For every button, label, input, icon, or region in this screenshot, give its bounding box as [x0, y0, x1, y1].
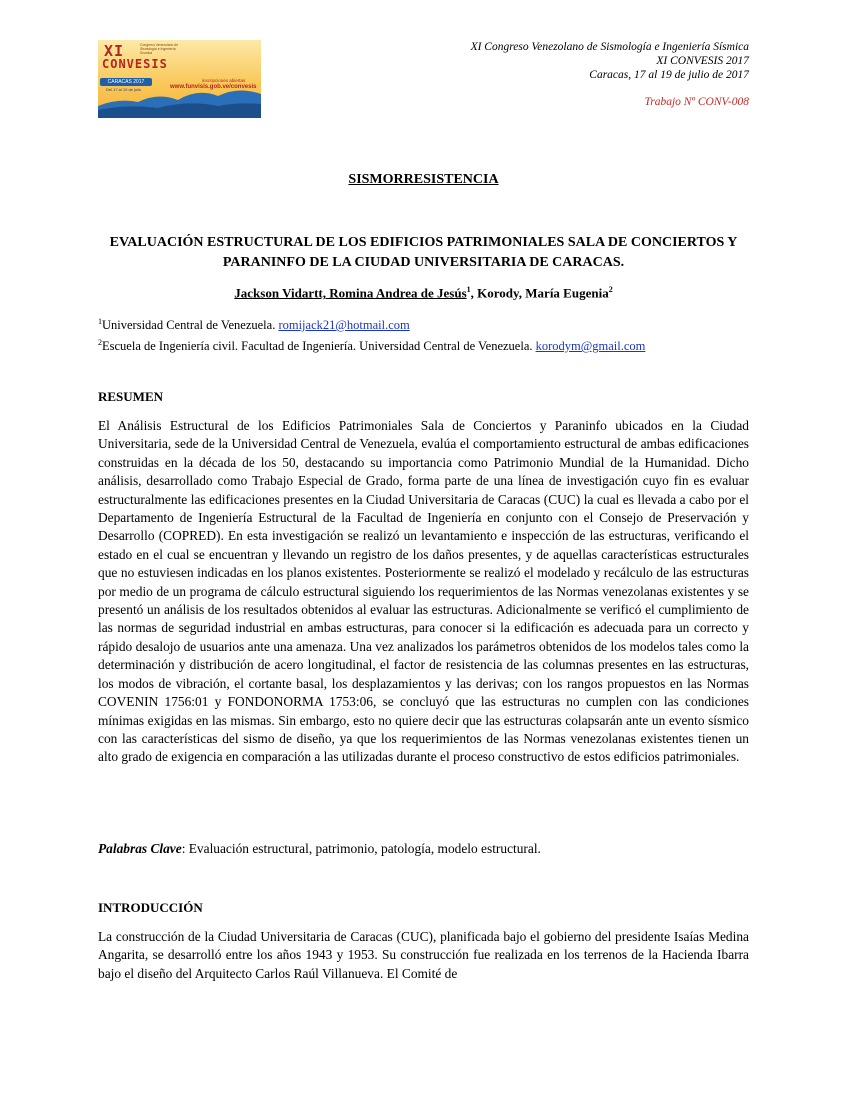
abstract-body: El Análisis Estructural de los Edificios Patrimoniales Sala de Conciertos y Paraninfo ubicados en la Ciudad Universitaria, sede de la Universidad Central de Venezuela, evalúa el comportamiento estructural de ambas edificaciones construidas en la década de los 50, destacando su importancia como Patrimonio Mundial de la Humanidad. Dicho análisis, desarrollado como Trabajo Especial de Grado, forma parte de una línea de investigación cuyo fin es evaluar estructuralmente las edificaciones presentes en la Ciudad Universitaria de Caracas (CUC) la cual es llevada a cabo por el Departamento de Ingeniería Estructural de la Facultad de Ingeniería en conjunto con el Consejo de Preservación y Desarrollo (COPRED). En esta investigación se realizó un levantamiento e inspección de las estructuras, verificando el estado en el cual se encuentran y llevando un registro de los daños presentes, y de aquellas características estructurales que no estuviesen indicadas en los planos existentes. Posteriormente se realizó el modelado y recálculo de las estructuras por medio de un programa de cálculo estructural siguiendo los requerimientos de las Normas venezolanas existentes y se presentó un análisis de los resultados obtenidos al evaluar las estructuras. Adicionalmente se verificó el cumplimiento de las normas de seguridad industrial en ambas estructuras, para conocer si la edificación es adecuada para un correcto y rápido desalojo de usuarios ante una amenaza. Una vez analizados los parámetros obtenidos de los modelos tales como la determinación y distribución de acero longitudinal, el factor de resistencia de las columnas presentes en las estructuras, los modos de vibración, el cortante basal, los desplazamientos y las derivas; con los rangos propuestos en las Normas COVENIN 1756:01 y FONDONORMA 1753:06, se concluyó que las estructuras no cumplen con las condiciones mínimas exigidas en las mismas. Sin embargo, esto no quiere decir que las estructuras colapsarán ante un evento sísmico con las características del sismo de diseño, ya que los requerimientos de las Normas venezolanas existentes tienen un alto grado de exigencia en comparación a las utilizadas durante el proceso constructivo de estos edificios patrimoniales. — [98, 418, 749, 765]
author-second-sup: 2 — [608, 285, 613, 294]
paper-code: Trabajo Nº CONV-008 — [644, 96, 749, 108]
author-first-sup: 1 — [466, 285, 471, 294]
logo-registration: inscripciones abiertas — [202, 78, 246, 83]
paper-title: EVALUACIÓN ESTRUCTURAL DE LOS EDIFICIOS PATRIMONIALES SALA DE CONCIERTOS Y PARANINFO DE LA CIUDAD UNIVERSITARIA DE CARACAS. — [109, 235, 738, 270]
affiliations — [98, 313, 749, 355]
header-line-3: Caracas, 17 al 19 de julio de 2017 — [589, 69, 749, 81]
logo-roman: XI — [104, 42, 125, 60]
logo-dates: Del 17 al 19 de julio — [106, 87, 142, 92]
email-link[interactable]: korodym@gmail.com — [535, 339, 646, 354]
email-link[interactable]: romijack21@hotmail.com — [278, 318, 410, 333]
keywords-text: : Evaluación estructural, patrimonio, patología, modelo estructural. — [181, 841, 541, 856]
intro-body: La construcción de la Ciudad Universitaria de Caracas (CUC), planificada bajo el gobierno del presidente Isaías Medina Angarita, se desarrolló entre los años 1943 y 1953. Su construcción fue realizada en los terrenos de la Hacienda Ibarra bajo el diseño del Arquitecto Carlos Raúl Villanueva. El Comité de — [98, 929, 749, 981]
keywords — [98, 840, 749, 858]
header-line-2: XI CONVESIS 2017 — [656, 55, 749, 67]
author-second: , Korody, María Eugenia — [470, 285, 609, 301]
abstract-heading: RESUMEN — [98, 389, 164, 404]
logo-name: CONVESIS — [102, 57, 168, 71]
authors — [0, 285, 847, 301]
affiliation-sup: 1 — [98, 317, 102, 326]
affiliation-sup: 2 — [98, 338, 102, 348]
affiliation-text: Universidad Central de Venezuela. — [102, 318, 279, 333]
keywords-label: Palabras Clave — [98, 841, 182, 856]
conference-header — [471, 40, 749, 109]
affiliation-text: Escuela de Ingeniería civil. Facultad de Ingeniería. Universidad Central de Venezuela. — [102, 339, 536, 354]
convesis-logo — [98, 40, 261, 118]
section-category: SISMORRESISTENCIA — [348, 172, 499, 187]
header-line-1: XI Congreso Venezolano de Sismología e Ingeniería Sísmica — [470, 41, 749, 53]
logo-badge: CARACAS 2017 — [100, 78, 152, 86]
affiliation-2 — [98, 334, 749, 355]
author-first: Jackson Vidartt, Romina Andrea de Jesús — [234, 285, 467, 301]
affiliation-1 — [98, 313, 749, 334]
logo-url: www.funvisis.gob.ve/convesis — [170, 84, 257, 90]
logo-small-text: Congreso Venezolano de Sismología e Ingeniería Sísmica — [140, 43, 179, 55]
intro-heading: INTRODUCCIÓN — [98, 900, 203, 915]
